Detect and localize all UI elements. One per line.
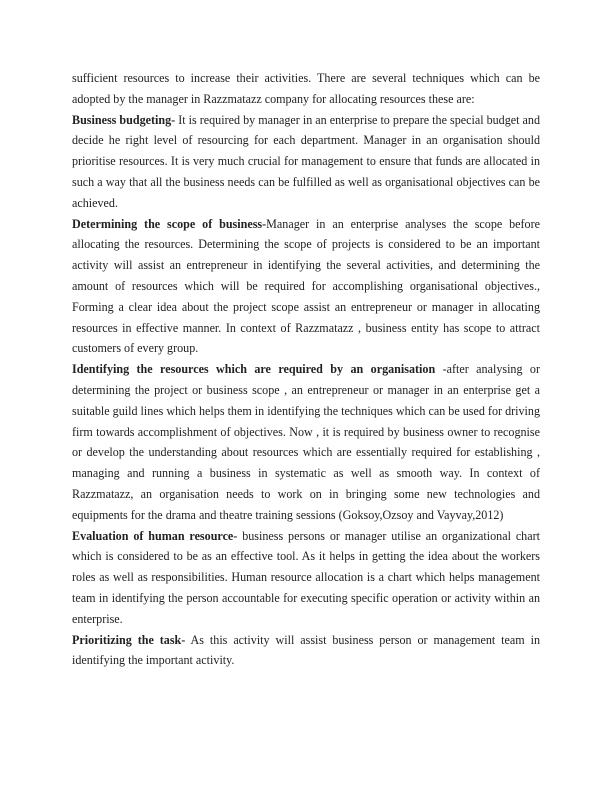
paragraph-human-resource xyxy=(72,526,540,630)
paragraph-text: It is required by manager in an enterprise to prepare the special budget and decide he right level of resourcing for each department. Manager in an organisation should prioritise resources. It is very much crucial for management to ensure that funds are allocated in such a way that all the business needs can be fulfilled as well as organisational objectives can be achieved. xyxy=(72,112,541,210)
paragraph-identifying-resources xyxy=(72,359,540,525)
paragraph-prioritizing-task xyxy=(72,630,540,672)
paragraph-scope-of-business xyxy=(72,214,540,360)
paragraph-text: -after analysing or determining the project or business scope , an entrepreneur or manager in an enterprise get a suitable guild lines which helps them in identifying the techniques which can be used for driving firm towards accomplishment of objectives. Now , it is required by business owner to recognise or develop the understanding about resources which are essentially required for establishing , managing and running a business in systematic as well as smooth way. In context of Razzmatazz, an organisation needs to work on in bringing some new technologies and equipments for the drama and theatre training sessions (Goksoy,Ozsoy and Vayvay,2012) xyxy=(72,362,541,522)
paragraph-intro xyxy=(72,68,540,110)
document-page xyxy=(72,68,540,671)
paragraph-text: As this activity will assist business person or management team in identifying the important activity. xyxy=(72,632,541,668)
paragraph-business-budgeting xyxy=(72,110,540,214)
paragraph-text: business persons or manager utilise an organizational chart which is considered to be as an effective tool. As it helps in getting the idea about the workers roles as well as responsibilities. Human resource allocation is a chart which helps management team in identifying the person accountable for executing specific operation or activity within an enterprise. xyxy=(72,528,540,626)
paragraph-heading: Prioritizing the task- xyxy=(72,632,186,647)
paragraph-heading: Identifying the resources which are required by an organisation xyxy=(72,362,436,377)
paragraph-text: sufficient resources to increase their activities. There are several techniques which can be adopted by the manager in Razzmatazz company for allocating resources these are: xyxy=(72,71,540,106)
paragraph-heading: Evaluation of human resource- xyxy=(72,528,238,543)
paragraph-heading: Determining the scope of business- xyxy=(72,216,267,231)
paragraph-heading: Business budgeting- xyxy=(72,112,176,127)
paragraph-text: Manager in an enterprise analyses the scope before allocating the resources. Determining the scope of projects is considered to be an important activity will assist an entrepreneur in identifying the several activities, and determining the amount of resources which will be required for accomplishing organisational objectives., Forming a clear idea about the project scope assist an entrepreneur or manager in allocating resources in effective manner. In context of Razzmatazz , business entity has scope to attract customers of every group. xyxy=(72,216,541,356)
